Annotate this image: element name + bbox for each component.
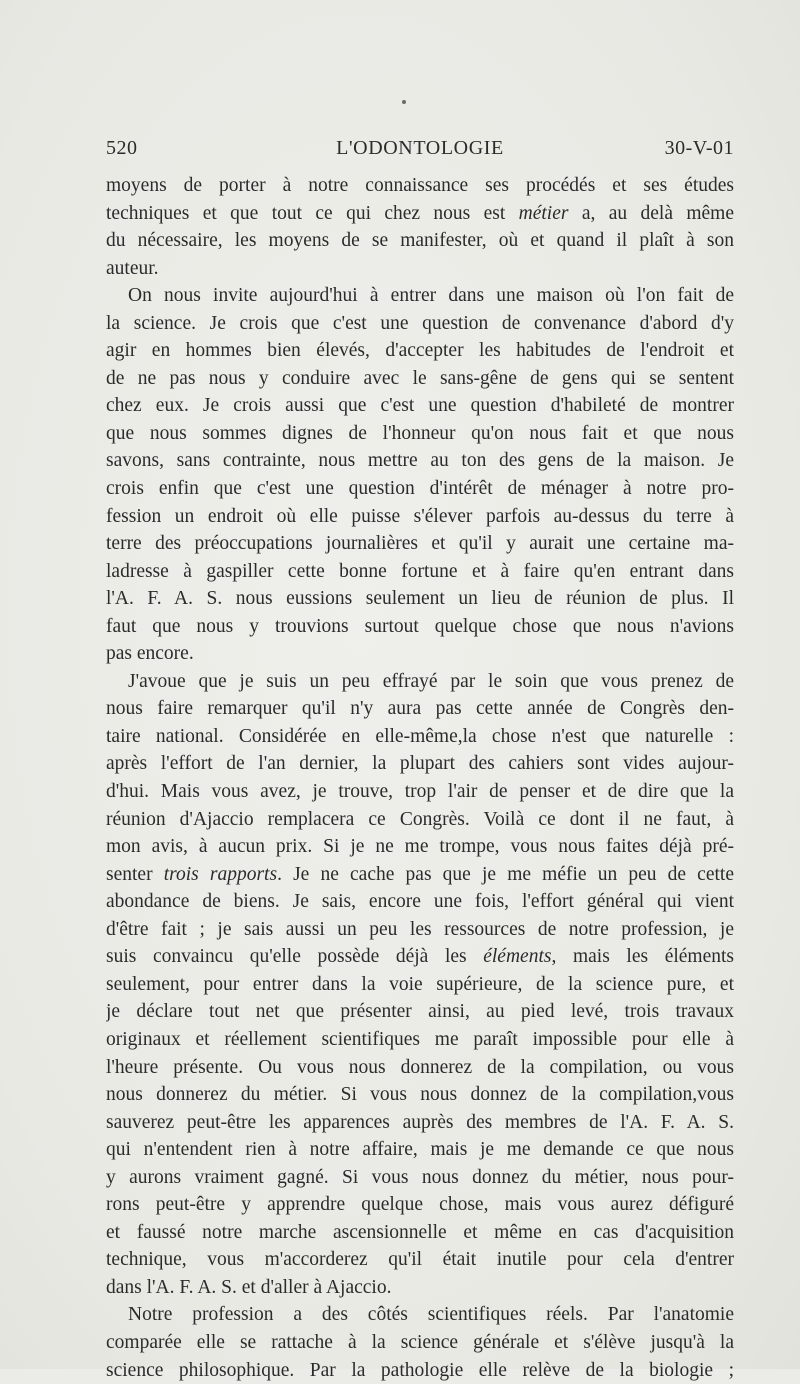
text-line: [106, 365, 734, 393]
italic-segment: éléments: [483, 946, 552, 968]
text-segment: comparée elle se rattache à la science générale et s'élève jusqu'à la: [106, 1331, 734, 1353]
text-segment: rons peut-être y apprendre quelque chose, mais vous aurez défiguré: [106, 1194, 734, 1216]
text-segment: pas encore.: [106, 643, 194, 665]
text-line: [106, 806, 734, 834]
text-line: [106, 310, 734, 338]
text-segment: Notre profession a des côtés scientifiques réels. Par l'anatomie: [128, 1304, 734, 1326]
text-segment: je déclare tout net que présenter ainsi, au pied levé, trois travaux: [106, 1001, 734, 1023]
body-text: [106, 172, 734, 1384]
text-segment: du nécessaire, les moyens de se manifester, où et quand il plaît à son: [106, 230, 734, 252]
text-segment: y aurons vraiment gagné. Si vous nous donnez du métier, nous pour-: [106, 1166, 734, 1188]
running-title: L'ODONTOLOGIE: [336, 137, 504, 159]
text-line: [106, 1109, 734, 1137]
text-line: [106, 585, 734, 613]
text-segment: a, au delà même: [568, 202, 734, 224]
text-segment: après l'effort de l'an dernier, la plupart des cahiers sont vides aujour-: [106, 753, 734, 775]
text-segment: senter: [106, 863, 164, 885]
text-line: [106, 971, 734, 999]
text-segment: nous faire remarquer qu'il n'y aura pas cette année de Congrès den-: [106, 698, 734, 720]
text-segment: science philosophique. Par la pathologie elle relève de la biologie ;: [106, 1359, 734, 1381]
text-line: [106, 1054, 734, 1082]
text-line: [106, 337, 734, 365]
text-line: [106, 723, 734, 751]
text-segment: chez eux. Je crois aussi que c'est une question d'habileté de montrer: [106, 395, 734, 417]
text-line: [106, 640, 734, 668]
ink-speck: [402, 100, 406, 104]
text-line: [106, 255, 734, 283]
text-segment: seulement, pour entrer dans la voie supérieure, de la science pure, et: [106, 973, 734, 995]
issue-date: 30-V-01: [664, 137, 734, 159]
text-line: [106, 943, 734, 971]
text-line: [106, 503, 734, 531]
text-line: [106, 1329, 734, 1357]
text-line: [106, 1081, 734, 1109]
text-segment: de ne pas nous y conduire avec le sans-gêne de gens qui se sentent: [106, 367, 734, 389]
text-segment: l'heure présente. Ou vous nous donnerez de la compilation, ou vous: [106, 1056, 734, 1078]
text-segment: et faussé notre marche ascensionnelle et même en cas d'acquisition: [106, 1221, 734, 1243]
text-segment: que nous sommes dignes de l'honneur qu'on nous fait et que nous: [106, 422, 734, 444]
text-line: [106, 750, 734, 778]
text-segment: dans l'A. F. A. S. et d'aller à Ajaccio.: [106, 1276, 392, 1298]
text-line: [106, 420, 734, 448]
text-segment: agir en hommes bien élevés, d'accepter les habitudes de l'endroit et: [106, 340, 734, 362]
text-line: [106, 778, 734, 806]
text-line: [106, 1191, 734, 1219]
text-segment: taire national. Considérée en elle-même,la chose n'est que naturelle :: [106, 725, 734, 747]
text-segment: , mais les éléments: [551, 946, 734, 968]
text-line: [106, 447, 734, 475]
text-segment: d'hui. Mais vous avez, je trouve, trop l'air de penser et de dire que la: [106, 781, 734, 803]
text-line: [106, 695, 734, 723]
text-line: [106, 282, 734, 310]
text-line: [106, 475, 734, 503]
text-segment: l'A. F. A. S. nous eussions seulement un lieu de réunion de plus. Il: [106, 588, 734, 610]
text-line: [106, 1357, 734, 1384]
text-segment: sauverez peut-être les apparences auprès des membres de l'A. F. A. S.: [106, 1111, 734, 1133]
text-line: [106, 861, 734, 889]
text-line: [106, 916, 734, 944]
text-line: [106, 558, 734, 586]
text-segment: On nous invite aujourd'hui à entrer dans une maison où l'on fait de: [128, 285, 734, 307]
text-segment: mon avis, à aucun prix. Si je ne me trompe, vous nous faites déjà pré-: [106, 836, 734, 858]
text-line: [106, 833, 734, 861]
text-line: [106, 1246, 734, 1274]
text-segment: qui n'entendent rien à notre affaire, mais je me demande ce que nous: [106, 1139, 734, 1161]
text-line: [106, 1301, 734, 1329]
text-line: [106, 200, 734, 228]
text-segment: techniques et que tout ce qui chez nous est: [106, 202, 519, 224]
text-line: [106, 172, 734, 200]
page-number: 520: [106, 137, 138, 159]
text-line: [106, 668, 734, 696]
text-segment: suis convaincu qu'elle possède déjà les: [106, 946, 484, 968]
text-line: [106, 998, 734, 1026]
text-segment: auteur.: [106, 257, 159, 279]
text-segment: . Je ne cache pas que je me méfie un peu de cette: [277, 863, 734, 885]
text-segment: originaux et réellement scientifiques me paraît impossible pour elle à: [106, 1028, 734, 1050]
text-segment: abondance de biens. Je sais, encore une fois, l'effort général qui vient: [106, 891, 734, 913]
text-line: [106, 1136, 734, 1164]
italic-segment: métier: [518, 202, 569, 224]
text-line: [106, 227, 734, 255]
text-line: [106, 1219, 734, 1247]
text-segment: d'être fait ; je sais aussi un peu les ressources de notre profession, je: [106, 918, 734, 940]
text-line: [106, 613, 734, 641]
text-line: [106, 888, 734, 916]
text-line: [106, 392, 734, 420]
text-line: [106, 530, 734, 558]
text-segment: réunion d'Ajaccio remplacera ce Congrès. Voilà ce dont il ne faut, à: [106, 808, 734, 830]
running-header: [106, 137, 734, 167]
text-segment: savons, sans contrainte, nous mettre au ton des gens de la maison. Je: [106, 450, 734, 472]
text-line: [106, 1274, 734, 1302]
text-line: [106, 1164, 734, 1192]
text-segment: faut que nous y trouvions surtout quelque chose que nous n'avions: [106, 615, 734, 637]
text-segment: moyens de porter à notre connaissance ses procédés et ses études: [106, 175, 734, 196]
text-segment: ladresse à gaspiller cette bonne fortune et à faire qu'en entrant dans: [106, 560, 734, 582]
text-segment: nous donnerez du métier. Si vous nous donnez de la compilation,vous: [106, 1084, 734, 1106]
text-segment: technique, vous m'accorderez qu'il était inutile pour cela d'entrer: [106, 1249, 734, 1271]
text-segment: terre des préoccupations journalières et qu'il y aurait une certaine ma-: [106, 533, 734, 555]
text-segment: fession un endroit où elle puisse s'élever parfois au-dessus du terre à: [106, 505, 734, 527]
text-segment: J'avoue que je suis un peu effrayé par le soin que vous prenez de: [128, 670, 734, 692]
text-segment: crois enfin que c'est une question d'intérêt de ménager à notre pro-: [106, 478, 734, 500]
text-segment: la science. Je crois que c'est une question de convenance d'abord d'y: [106, 312, 734, 334]
text-line: [106, 1026, 734, 1054]
italic-segment: trois rapports: [163, 863, 278, 885]
